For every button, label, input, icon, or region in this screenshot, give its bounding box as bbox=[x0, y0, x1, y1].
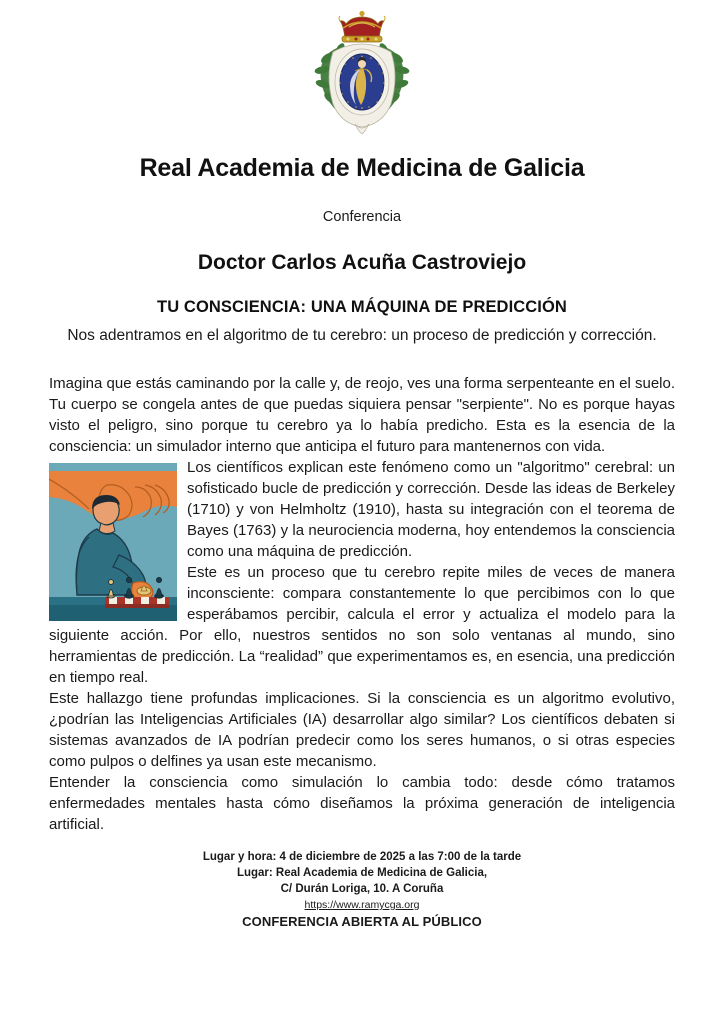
event-details-footer bbox=[0, 849, 724, 930]
hand-puppeteering-person-playing-chess-illustration bbox=[49, 463, 177, 621]
royal-academy-coat-of-arms-icon bbox=[307, 8, 417, 136]
body-text bbox=[49, 373, 675, 835]
paragraph-1: Imagina que estás caminando por la calle y, de reojo, ves una forma serpenteante en el suelo. Tu cuerpo se congela antes de que puedas siquiera pensar "serpiente". No es porque hayas visto el peligro, sino porque tu cerebro ya lo había predicho. Esta es la esencia de la consciencia: un simulador interno que anticipa el futuro para mantenernos con vida. bbox=[49, 374, 675, 455]
page-title: Real Academia de Medicina de Galicia bbox=[139, 154, 585, 182]
open-to-public-notice: CONFERENCIA ABIERTA AL PÚBLICO bbox=[242, 913, 482, 929]
emblem-container bbox=[0, 0, 724, 136]
talk-title: TU CONSCIENCIA: UNA MÁQUINA DE PREDICCIÓN bbox=[157, 298, 567, 316]
event-address: C/ Durán Loriga, 10. A Coruña bbox=[280, 882, 444, 895]
paragraph-2: Los científicos explican este fenómeno como un "algoritmo" cerebral: un sofisticado bucle de predicción y corrección. Desde las ideas de Berkeley (1710) y von Helmholtz (1910), hasta su integración con el teorema de Bayes (1763) y la neurociencia moderna, hoy entendemos la consciencia como una máquina de predicción. bbox=[187, 458, 675, 560]
event-label: Conferencia bbox=[322, 209, 402, 225]
paragraph-5: Entender la consciencia como simulación lo cambia todo: desde cómo tratamos enfermedades mentales hasta cómo diseñamos la próxima generación de inteligencia artificial. bbox=[49, 773, 675, 833]
paragraph-3: Este es un proceso que tu cerebro repite miles de veces de manera inconsciente: compara constantemente lo que percibimos con lo que esperábamos percibir, calcula el error y actualiza el modelo para la siguiente acción. Por ello, nuestros sentidos no son solo ventanas al mundo, sino herramientas de predicción. La “realidad” que experimentamos es, en esencia, una predicción en tiempo real. bbox=[49, 563, 675, 686]
paragraph-4: Este hallazgo tiene profundas implicaciones. Si la consciencia es un algoritmo evolutivo, ¿podrían las Inteligencias Artificiales (IA) desarrollar algo similar? Los científicos debaten si sistemas avanzados de IA podrían predecir como los seres humanos, o si otras especies como pulpos o delfines ya usan este mecanismo. bbox=[49, 689, 675, 770]
event-datetime: Lugar y hora: 4 de diciembre de 2025 a las 7:00 de la tarde bbox=[202, 850, 522, 863]
event-venue: Lugar: Real Academia de Medicina de Galicia, bbox=[236, 866, 488, 879]
talk-subtitle: Nos adentramos en el algoritmo de tu cerebro: un proceso de predicción y corrección. bbox=[67, 327, 657, 344]
website-link[interactable]: https://www.ramycga.org bbox=[304, 898, 420, 911]
speaker-name: Doctor Carlos Acuña Castroviejo bbox=[197, 251, 527, 274]
